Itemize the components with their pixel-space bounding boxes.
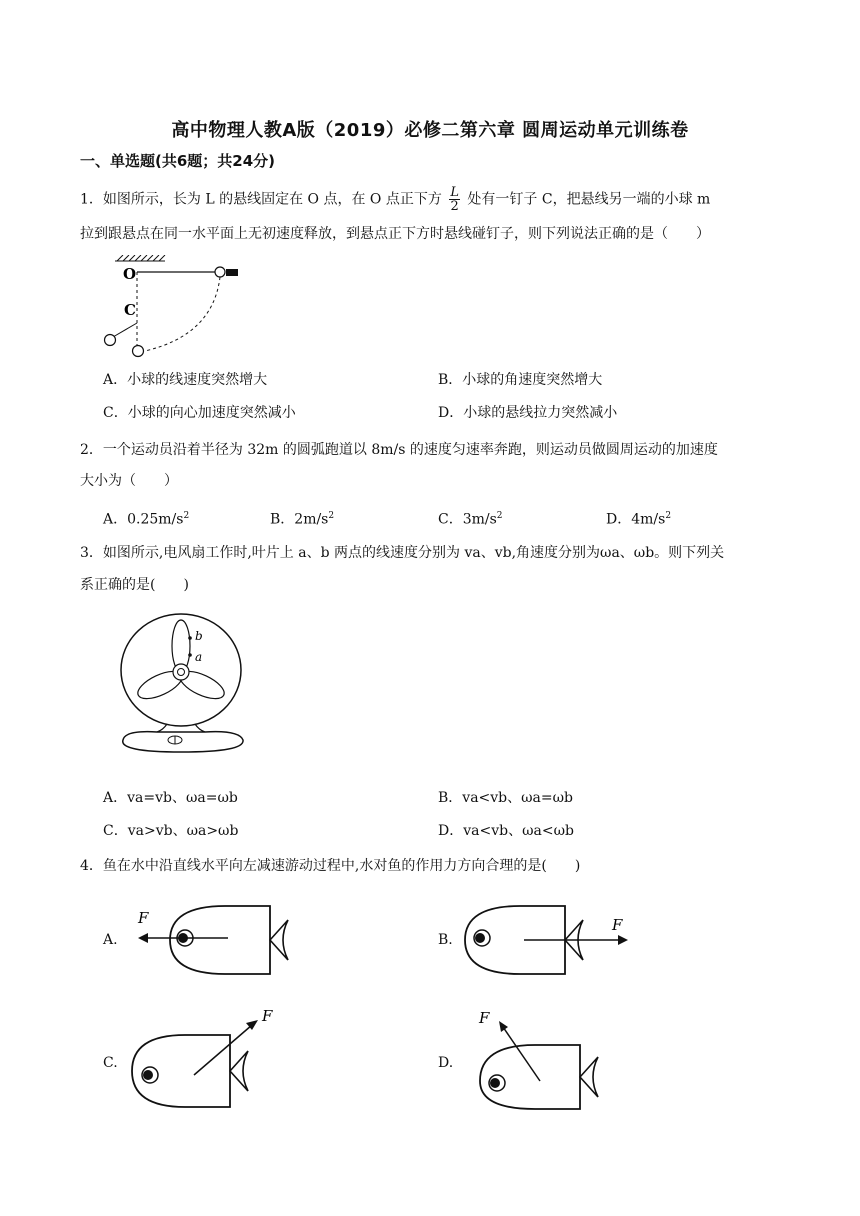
q2-option-d[interactable] (606, 506, 671, 530)
q4-option-b-label[interactable]: B. (438, 932, 453, 948)
q2-option-a-exponent: 2 (183, 511, 190, 521)
force-label: F (479, 1009, 490, 1027)
fish-pupil (475, 933, 485, 943)
point-b (188, 636, 192, 640)
force-arrow-head (499, 1021, 508, 1032)
question-2-line-1: 2．一个运动员沿着半径为 32m 的圆弧跑道以 8m/s 的速度匀速率奔跑，则运动员做圆周运动的加速度 (80, 442, 718, 458)
fan-hub-inner (178, 669, 185, 676)
q2-option-b-text: B．2m/s (270, 511, 329, 528)
swung-string (113, 323, 137, 337)
question-1-line-1 (80, 186, 785, 213)
ceiling-hatch (115, 255, 165, 261)
force-arrow-head (138, 933, 148, 943)
fish-pupil (143, 1070, 153, 1080)
question-2-line-2: 大小为（ ） (80, 473, 178, 489)
q1-option-a[interactable]: A．小球的线速度突然增大 (103, 372, 268, 388)
q2-option-c-text: C．3m/s (438, 511, 497, 528)
fish-tail (230, 1051, 248, 1091)
pin-mark (226, 269, 238, 276)
q1-option-d[interactable]: D．小球的悬线拉力突然减小 (438, 405, 618, 421)
ball-bottom (133, 346, 144, 357)
q3-option-c[interactable]: C．va>vb、ωa>ωb (103, 823, 239, 839)
q4-fish-a (130, 900, 310, 980)
q2-option-c-exponent: 2 (496, 511, 503, 521)
section-heading: 一、单选题(共6题；共24分) (80, 152, 276, 170)
q1-pendulum-figure (95, 255, 255, 365)
q2-option-b[interactable] (270, 506, 334, 530)
q4-option-d-label[interactable]: D. (438, 1055, 454, 1071)
fish-tail (270, 920, 288, 960)
fan-base (123, 732, 243, 752)
force-label: F (612, 916, 623, 934)
q4-fish-b (460, 900, 650, 980)
q3-option-a[interactable]: A．va=vb、ωa=ωb (103, 790, 238, 806)
fan-neck-left (157, 724, 167, 732)
label-a: a (195, 650, 203, 664)
fan-neck-right (195, 724, 205, 732)
force-label: F (262, 1007, 273, 1025)
q3-option-d[interactable]: D．va<vb、ωa<ωb (438, 823, 574, 839)
q2-option-a[interactable] (103, 506, 189, 530)
q4-option-a-label[interactable]: A. (103, 932, 118, 948)
q1-fraction-denominator: 2 (450, 199, 459, 214)
q4-option-c-label[interactable]: C. (103, 1055, 118, 1071)
q3-fan-figure (105, 608, 255, 768)
ball-left (105, 335, 116, 346)
fish-tail (580, 1057, 598, 1097)
q1-fraction (449, 186, 460, 213)
q1-fraction-numerator: L (450, 185, 459, 200)
point-a (188, 653, 192, 657)
page-title: 高中物理人教A版（2019）必修二第六章 圆周运动单元训练卷 (171, 120, 689, 141)
force-label: F (138, 909, 149, 927)
label-b: b (195, 629, 203, 643)
force-arrow-head (618, 935, 628, 945)
label-o: O (123, 265, 137, 283)
fish-pupil (490, 1078, 500, 1088)
q2-option-d-text: D．4m/s (606, 511, 666, 528)
q1-text-b: 处有一钉子 C，把悬线另一端的小球 m (467, 191, 711, 208)
swing-arc (145, 277, 220, 351)
question-1-line-2: 拉到跟悬点在同一水平面上无初速度释放，到悬点正下方时悬线碰钉子，则下列说法正确的是（ ） (80, 226, 710, 242)
q1-option-b[interactable]: B．小球的角速度突然增大 (438, 372, 603, 388)
question-4-text: 4．鱼在水中沿直线水平向左减速游动过程中,水对鱼的作用力方向合理的是( ) (80, 858, 581, 874)
ball-start (215, 267, 225, 277)
q4-fish-c (130, 1005, 290, 1110)
question-3-line-2: 系正确的是( ) (80, 577, 189, 593)
q2-option-b-exponent: 2 (328, 511, 335, 521)
q2-option-a-text: A．0.25m/s (103, 511, 184, 528)
q2-option-d-exponent: 2 (665, 511, 672, 521)
q4-fish-d (465, 1005, 625, 1110)
question-3-line-1: 3．如图所示,电风扇工作时,叶片上 a、b 两点的线速度分别为 va、vb,角速度分别为ωa、ωb。则下列关 (80, 545, 725, 561)
q1-text-a: 1．如图所示，长为 L 的悬线固定在 O 点，在 O 点正下方 (80, 191, 442, 208)
q3-option-b[interactable]: B．va<vb、ωa=ωb (438, 790, 574, 806)
q2-option-c[interactable] (438, 506, 503, 530)
q1-option-c[interactable]: C．小球的向心加速度突然减小 (103, 405, 296, 421)
label-c: C (124, 301, 136, 319)
